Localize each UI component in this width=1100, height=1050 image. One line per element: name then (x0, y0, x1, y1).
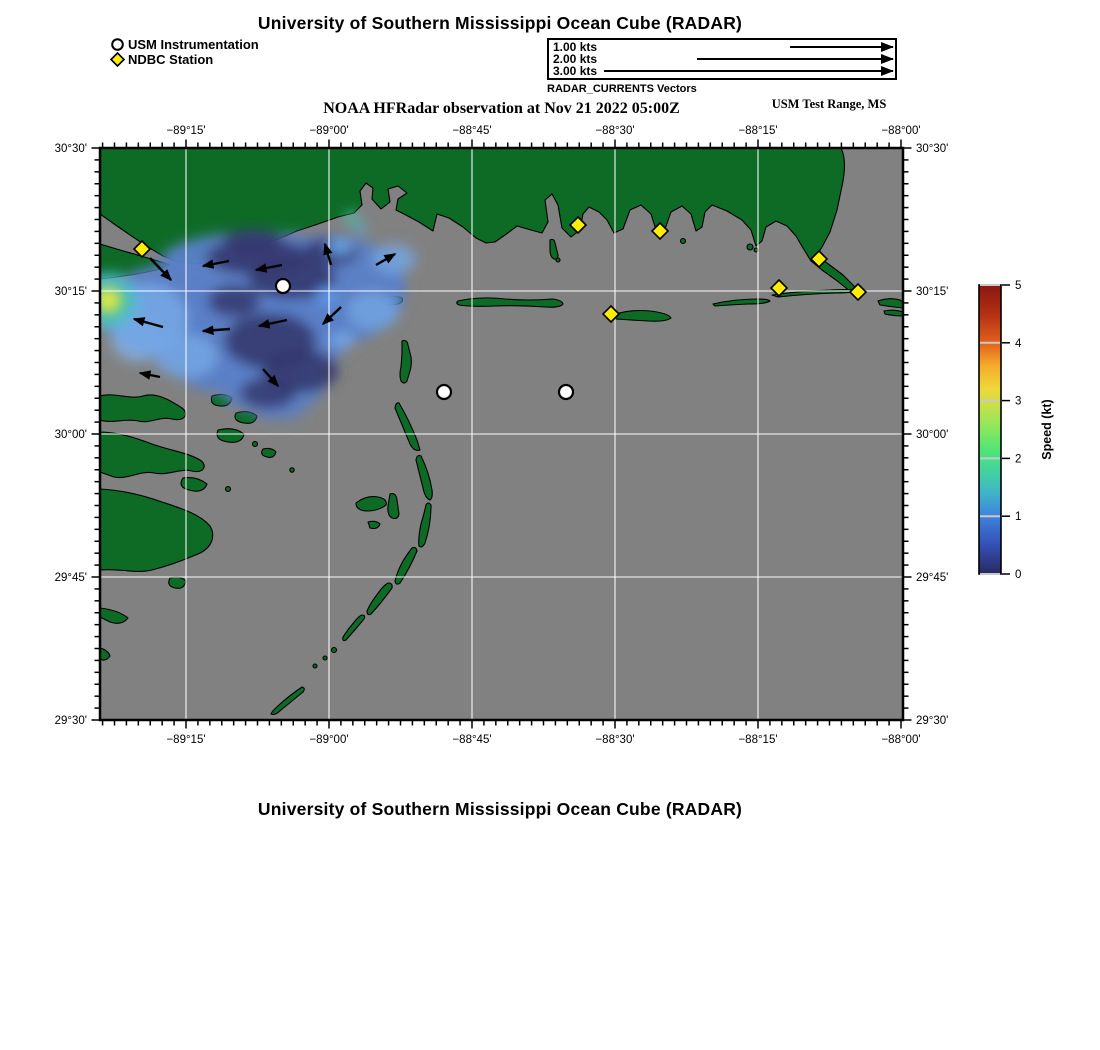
sound-islet (747, 244, 753, 250)
speed-blob (344, 212, 360, 224)
figure-title-top: University of Southern Mississippi Ocean Cube (RADAR) (257, 13, 743, 33)
figure-title-bottom: University of Southern Mississippi Ocean Cube (RADAR) (257, 799, 743, 819)
scale-entry-label: 3.00 kts (553, 63, 598, 78)
speed-blob (208, 285, 260, 317)
y-axis-label-left: 30°30' (54, 143, 87, 155)
x-axis-label-bottom: −88°45' (452, 734, 492, 746)
colorbar-tick-label: 0 (1015, 569, 1022, 581)
sound-islet (556, 258, 560, 262)
colorbar (979, 280, 1054, 581)
speed-blob (372, 244, 416, 274)
observation-subtitle: NOAA HFRadar observation at Nov 21 2022 05:00Z (323, 100, 680, 117)
colorbar-tick-label: 2 (1015, 453, 1022, 466)
x-axis-label-bottom: −89°15' (166, 734, 206, 746)
scale-entry-label: 1.00 kts (553, 39, 598, 54)
marsh-islet (253, 442, 258, 447)
y-axis-label-right: 29°30' (916, 715, 949, 727)
sound-islet (681, 239, 686, 244)
marsh-islet (262, 448, 276, 457)
colorbar-tick-label: 3 (1015, 395, 1022, 408)
x-axis-label-top: −88°30' (595, 125, 635, 137)
speed-blob (240, 377, 296, 409)
x-axis-label-top: −88°00' (881, 125, 921, 137)
colorbar-tick-label: 4 (1015, 337, 1022, 350)
colorbar-axis-label: Speed (kt) (1040, 399, 1054, 460)
y-axis-label-left: 30°15' (54, 286, 87, 298)
chandeleur-islet (313, 664, 317, 668)
y-axis-label-right: 30°15' (916, 286, 949, 298)
speed-blob (355, 224, 367, 234)
x-axis-label-bottom: −88°00' (881, 734, 921, 746)
marsh-islet (226, 487, 231, 492)
y-axis-label-left: 29°30' (54, 715, 87, 727)
speed-blob (316, 287, 338, 305)
chandeleur-islet (332, 648, 337, 653)
delta-islet (368, 521, 380, 528)
x-axis-label-bottom: −88°30' (595, 734, 635, 746)
y-axis-label-right: 30°00' (916, 429, 949, 441)
legend-label-ndbc: NDBC Station (128, 52, 214, 67)
legend-label-usm: USM Instrumentation (128, 37, 259, 52)
colorbar-gradient (979, 285, 1001, 574)
x-axis-label-bottom: −88°15' (738, 734, 778, 746)
usm-station-marker (276, 279, 290, 293)
y-axis-label-left: 29°45' (54, 572, 87, 584)
region-label: USM Test Range, MS (771, 97, 887, 111)
speed-blob (347, 292, 399, 330)
usm-station-marker (437, 385, 451, 399)
marsh-islet (290, 468, 294, 472)
marsh-islet (169, 577, 186, 588)
colorbar-tick-label: 5 (1015, 280, 1022, 292)
chandeleur-islet (323, 656, 327, 660)
y-axis-label-left: 30°00' (54, 429, 87, 441)
x-axis-label-top: −89°15' (166, 125, 206, 137)
speed-blob (223, 229, 283, 253)
vector-scale-caption: RADAR_CURRENTS Vectors (547, 83, 697, 95)
speed-blob (102, 294, 114, 306)
usm-station-marker (559, 385, 573, 399)
y-axis-label-right: 29°45' (916, 572, 949, 584)
colorbar-tick-label: 1 (1015, 511, 1022, 524)
x-axis-label-top: −88°15' (738, 125, 778, 137)
y-axis-label-right: 30°30' (916, 143, 949, 155)
speed-blob (327, 239, 353, 255)
scale-entry-label: 2.00 kts (553, 51, 598, 66)
x-axis-label-bottom: −89°00' (309, 734, 349, 746)
speed-blob (329, 331, 355, 349)
x-axis-label-top: −89°00' (309, 125, 349, 137)
x-axis-label-top: −88°45' (452, 125, 492, 137)
marsh-islet (235, 412, 257, 424)
